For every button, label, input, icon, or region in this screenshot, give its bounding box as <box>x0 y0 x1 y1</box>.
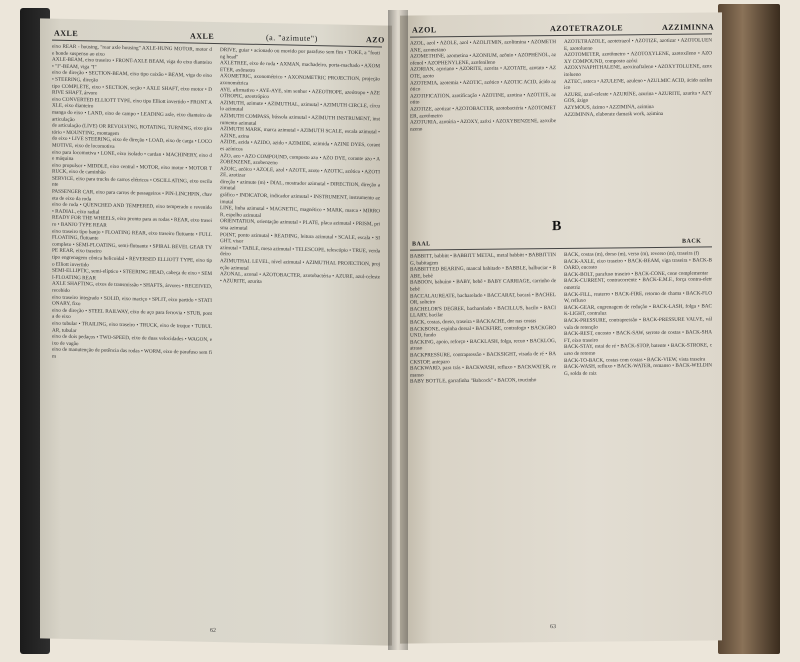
dictionary-entry: AZOTETRAZOLE, azotetrazol • AZOTIZE, azotizar • AZOTOLUENE, azotolueno <box>564 37 712 52</box>
dictionary-entry: AZYMOUS, ázimo • AZZIMINA, azimina <box>564 103 654 111</box>
right-page-number: 63 <box>550 624 556 631</box>
dictionary-entry: eixo de direção • SECTION-BEAM, eixo tipo caixão • BEAM, viga do eixo • STEERING, direção <box>52 69 212 84</box>
dictionary-entry: READY FOR THE WHEELS, eixo pronto para as rodas • REAR, eixo traseiro • BANJO TYPE REAR <box>52 215 212 229</box>
dictionary-entry: SEMI-ELLIPTIC, semi-elíptico • STEERING HEAD, cabeça de eixo • SEMI-FLOATING REAR <box>52 267 212 282</box>
section-letter: B <box>552 218 562 235</box>
book-gutter <box>388 10 408 650</box>
dictionary-entry: eixo para locomotiva • LONE, eixo isolado • cardan • MACHINERY, eixo de máquina <box>52 149 212 163</box>
right-header-mid: AZOTETRAZOLE <box>550 23 624 34</box>
left-header-mid: AXLE <box>190 31 215 41</box>
dictionary-entry: eixo CONVERTED ELLIOTT TYPE, eixo tipo Elliott invertido • FRONT AXLE, eixo dianteiro <box>52 96 212 110</box>
dictionary-entry: BACK, costas, dorso, traseira • BACKACHE, dor nas costas <box>410 318 537 326</box>
dictionary-entry: DRIVE, guiar • acionado ou movido por parafuso sem fim • TOKE, a "footing head" <box>220 47 380 61</box>
dictionary-entry: BABBITT, babbitt • BABBITT METAL, metal babbitt • BABBITTING, babitagem <box>410 252 556 267</box>
dictionary-entry: AZOTEMIA, azotemia • AZOTIC, azótico • AZOTIC ACID, ácido azótico <box>410 78 556 93</box>
dictionary-entry: AZURE, azul-celeste • AZURINE, azurina • AZURITE, azurita • AZYGOS, ázigo <box>564 90 712 105</box>
right-header2-left: BAAL <box>412 241 431 248</box>
dictionary-entry: SERVICE, eixo para trucks de carros elétricos • OSCILLATING, eixo oscilante <box>52 175 212 189</box>
right-bottom-column-2 <box>564 250 712 620</box>
dictionary-entry: BACKBONE, espinha dorsal • BACKFIRE, contrafogo • BACKGROUND, fundo <box>410 324 556 339</box>
dictionary-entry: BACCALAUREATE, bacharelado • BACCARAT, bacará • BACHELOR, solteiro <box>410 291 556 306</box>
dictionary-entry: BACKPRESSURE, contrapressão • BACKSIGHT, visada de ré • BACKSTOP, anteparo <box>410 350 556 366</box>
dictionary-entry: BABY BOTTLE, garrafinha "Babcock" • BACON, toucinho <box>410 377 537 385</box>
right-header-left: AZOL <box>412 25 437 35</box>
dictionary-entry: BACK-PRESSURE, contrapressão • BACK-PRESSURE VALVE, válvula de retenção <box>564 316 712 331</box>
dictionary-entry: BACK-REST, encosto • BACK-SAW, serrote de costas • BACK-SHAFT, eixo traseiro <box>564 329 712 344</box>
dictionary-entry: do eixo • LIVE STEERING, eixo de direção • LOAD, eixo de carga • LOCOMOTIVE, eixo de locomotiva <box>52 135 212 150</box>
dictionary-entry: BACK-AXLE, eixo traseiro • BACK-BEAM, viga traseira • BACK-BOARD, encosto <box>564 257 712 272</box>
dictionary-entry: completo • SEMI-FLOATING, semi-flutuante • SPIRAL BEVEL GEAR TYPE REAR, eixo traseiro <box>52 241 212 256</box>
dictionary-entry: PASSENGER CAR, eixo para carros de passageiros • PIN-LINCHPIN, chaveta de eixo da roda <box>52 188 212 203</box>
dictionary-entry: BACK-TO-BACK, costas com costas • BACK-VIEW, vista traseira <box>564 355 706 364</box>
dictionary-entry: eixo tubular • TRAILING, eixo traseiro • TRUCK, eixo de truque • TUBULAR, tubular <box>52 320 212 334</box>
dictionary-entry: eixo traseiro integrado • SOLID, eixo maciço • SPLIT, eixo partido • STATIONARY, fixo <box>52 294 212 308</box>
dictionary-entry: eixo de direção • STEEL RAILWAY, eixo de aço para ferrovia • STUB, ponta de eixo <box>52 307 212 321</box>
dictionary-entry: BACK-BOLT, parafuso traseiro • BACK-CONE, cone complementar <box>564 270 709 278</box>
right-header2-right: BACK <box>682 238 702 245</box>
left-page <box>40 18 392 645</box>
dictionary-entry: AXOMETRIC, axonométrico • AXONOMETRIC PROJECTION, projeção axonométrica <box>220 73 380 87</box>
dictionary-entry: AZOL, azol • AZOLE, azol • AZOLITMIN, azolitmina • AZOMETHANE, azometano <box>410 39 556 54</box>
dictionary-entry: AZIDE, azida • AZIDO, azido • AZIMIDE, azimida • AZINE DYES, corantes azínicos <box>220 139 380 153</box>
dictionary-entry: eixo de manutenção de potência das rodas • WORM, eixo de parafuso sem fim <box>52 346 212 360</box>
book-cover-right <box>718 4 780 654</box>
dictionary-entry: manga do eixo • LAND, eixo de campo • LEADING axle, eixo dianteiro de articulação <box>52 109 212 123</box>
dictionary-entry: BABBITTED BEARING, mancal babitado • BABBLE, balbuciar • BABE, bebê <box>410 265 556 280</box>
dictionary-entry: BACK, costas (m), dorso (m), verso (m), reverso (m), traseira (f) <box>564 250 699 258</box>
dictionary-entry: eixo propulsor • MIDDLE, eixo central • MOTOR, eixo motor • MOTOR TRUCK, eixo de caminhão <box>52 162 212 176</box>
dictionary-entry: AZTEC, asteca • AZULENE, azuleno • AZULMIC ACID, ácido azúlmico <box>564 76 712 92</box>
dictionary-entry: eixo de dois pedaços • TWO-SPEED, eixo de duas velocidades • WAGON, eixo de vagão <box>52 333 212 347</box>
left-page-number: 62 <box>210 627 216 634</box>
dictionary-entry: AZORIAN, açoriano • AZORITE, azorita • AZOTATE, azotato • AZOTE, azoto <box>410 65 556 80</box>
dictionary-entry: azimutal • TABLE, mesa azimutal • TELESCOPE, telescópio • TRUE, verdadeiro <box>220 244 380 258</box>
dictionary-entry: POINT, ponto azimutal • READING, leitura azimutal • SCALE, escala • SIGHT, visor <box>220 231 380 245</box>
dictionary-entry: AZIMUTHAL LEVEL, nível azimutal • AZIMUTHAL PROJECTION, projeção azimutal <box>220 258 380 272</box>
dictionary-entry: BACKWARD, para trás • BACKWASH, refluxo • BACKWATER, remanso <box>410 364 556 379</box>
dictionary-entry: AZOTIFICATION, azotificação • AZOTINE, azotina • AZOTITE, azotito <box>410 91 556 106</box>
dictionary-entry: AZOTOMETER, azotômetro • AZOTOXYLENE, azotoxileno • AZOXY COMPOUND, composto azóxi <box>564 50 712 65</box>
dictionary-entry: AZOTIZE, azotizar • AZOTOBACTER, azotobactéria • AZOTOMETER, azotômetro <box>410 104 556 120</box>
right-bottom-column-1 <box>410 252 556 622</box>
dictionary-entry: eixo traseiro tipo banjo • FLOATING REAR, eixo traseiro flutuante • FULL FLOATING, flutuante <box>52 228 212 242</box>
dictionary-entry: direção • azimute (m) • DIAL, mostrador azimutal • DIRECTION, direção azimutal <box>220 178 380 192</box>
dictionary-entry: AXLE-BEAM, eixo traseiro • FRONT-AXLE BEAM, viga do eixo dianteiro • "I"-BEAM, viga "I" <box>52 56 212 71</box>
dictionary-entry: BACKING, apoio, reforço • BACKLASH, folga, recuo • BACKLOG, atraso <box>410 337 556 352</box>
left-column-2 <box>220 47 380 628</box>
dictionary-entry: AXLE SHAFTING, eixos de transmissão • SHAFTS, árvores • RECEIVED, recebido <box>52 280 212 294</box>
dictionary-entry: BACK-GEAR, engrenagem de redução • BACK-LASH, folga • BACK-LIGHT, contraluz <box>564 303 712 318</box>
dictionary-entry: eixo REAR - housing, "rear axle housing" AXLE-HUNG MOTOR, motor de bonde suspenso ao eixo <box>52 43 212 58</box>
dictionary-entry: AZONAL, azonal • AZOTOBACTER, azotobactéria • AZURE, azul-celeste • AZURITE, azurita <box>220 271 380 285</box>
right-top-column-2 <box>564 37 712 209</box>
dictionary-entry: eixo de roda • QUENCHED AND TEMPERED, eixo temperado e revenido • RADIAL, eixo radial <box>52 201 212 216</box>
dictionary-entry: BABOON, babuíno • BABY, bebê • BABY CARRIAGE, carrinho de bebê <box>410 278 556 293</box>
dictionary-entry: AZIMUTH, azimute • AZIMUTHAL, azimutal • AZIMUTH CIRCLE, círculo azimutal <box>220 99 380 113</box>
dictionary-entry: AZIMUTH MARK, marca azimutal • AZIMUTH SCALE, escala azimutal • AZINE, azina <box>220 126 380 140</box>
dictionary-entry: AZOTURIA, azotúria • AZOXY, azóxi • AZOXYBENZENE, azoxibenzeno <box>410 118 556 133</box>
dictionary-entry: BACK-STAY, estai de ré • BACK-STOP, batente • BACK-STROKE, curso de retorno <box>564 342 712 357</box>
dictionary-entry: AZZIMINNA, elaborate damask work, azimina <box>564 110 664 118</box>
dictionary-entry: ORIENTATION, orientação azimutal • PLATE, placa azimutal • PRISM, prisma azimutal <box>220 218 380 232</box>
right-top-column-1 <box>410 39 556 211</box>
right-page <box>400 12 722 643</box>
dictionary-entry: BACHELOR'S DEGREE, bacharelado • BACILLUS, bacilo • BACILLARY, bacilar <box>410 304 556 319</box>
dictionary-entry: gráfico • INDICATOR, indicador azimutal • INSTRUMENT, instrumento azimutal <box>220 192 380 206</box>
dictionary-entry: AZOIC, azóico • AZOLE, azol • AZOTE, azoto • AZOTIC, azótico • AZOTIZE, azotizar <box>220 165 380 179</box>
dictionary-entry: LINE, linha azimutal • MAGNETIC, magnético • MARK, marca • MIRROR, espelho azimutal <box>220 205 380 219</box>
dictionary-entry: BACK-FILL, reaterro • BACK-FIRE, retorno de chama • BACK-FLOW, refluxo <box>564 289 712 305</box>
dictionary-entry: BACK-CURRENT, contracorrente • BACK-E.M.F., força contra-eletromotriz <box>564 276 712 291</box>
left-header-left: AXLE <box>54 28 79 39</box>
dictionary-entry: AXLETREE, eixo de roda • AXMAN, machadeiro, porta-machado • AXOMETER, axômetro <box>220 60 380 74</box>
dictionary-entry: AYE, afirmativo • AYE-AYE, sim senhor • AZEOTROPE, azeótropo • AZEOTROPIC, azeotrópico <box>220 86 380 101</box>
right-header-right: AZZIMINNA <box>662 22 715 32</box>
dictionary-entry: AZO, azo • AZO COMPOUND, composto azo • AZO DYE, corante azo • AZOBENZENE, azobenzeno <box>220 152 380 167</box>
dictionary-entry: de articulação (LIVE) OR REVOLVING, ROTATING, TURNING, eixo giratório • MOUNTING, montagem <box>52 122 212 137</box>
left-header-right: AZO <box>366 35 385 45</box>
dictionary-entry: AZOMETHINE, azometina • AZONIUM, azônio • AZOPHENOL, azofenol • AZOPHENYLENE, azofenileno <box>410 52 556 67</box>
dictionary-entry: BACK-WASH, refluxo • BACK-WATER, remanso • BACK-WELDING, solda de raiz <box>564 362 712 377</box>
dictionary-entry: AZOXYNAPHTHALENE, azoxinaftaleno • AZOXYTOLUENE, azoxitolueno <box>564 63 712 78</box>
dictionary-entry: tipo engrenagem cônica helicoidal • REVERSED ELLIOTT TYPE, eixo tipo Elliott invertido <box>52 254 212 268</box>
left-header-keyword: (a. "azimute") <box>266 33 318 44</box>
dictionary-entry: AZIMUTH COMPASS, bússola azimutal • AZIMUTH INSTRUMENT, instrumento azimutal <box>220 113 380 127</box>
dictionary-entry: tipo COMPLETE, eixo • SECTION, seção • AXLE SHAFT, eixo motor • DRIVE SHAFT, árvore <box>52 83 212 97</box>
left-column-1 <box>52 44 212 625</box>
